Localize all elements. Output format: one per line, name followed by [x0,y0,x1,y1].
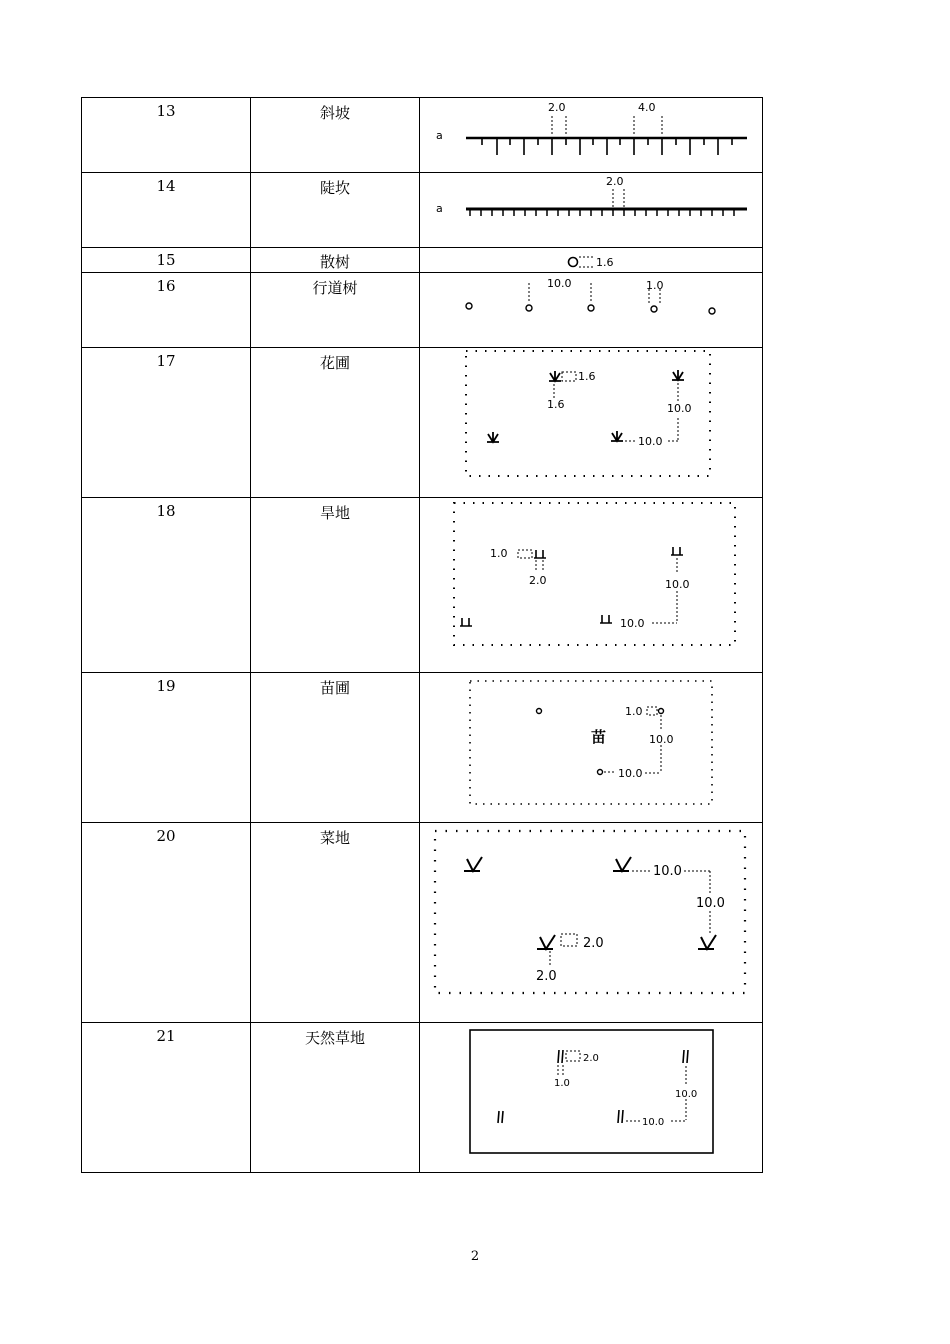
row-number: 20 [82,823,251,1023]
row-name: 陡坎 [251,173,420,248]
symbol-natural-grassland [420,1023,763,1173]
row-name: 菜地 [251,823,420,1023]
row-name: 斜坡 [251,98,420,173]
dimension-label: 10.0 [638,435,663,448]
row-number: 18 [82,498,251,673]
dimension-label: 2.0 [548,101,566,114]
dimension-label: 10.0 [665,578,690,591]
row-number: 13 [82,98,251,173]
symbol-flower-bed [420,348,763,498]
dimension-label: 10.0 [649,733,674,746]
row-name: 行道树 [251,273,420,348]
table-row [82,348,763,498]
table-row [82,498,763,673]
symbol-dry-land [420,498,763,673]
dimension-label: 10.0 [547,277,572,290]
dimension-label: 4.0 [638,101,656,114]
row-name: 旱地 [251,498,420,673]
dimension-label: 10.0 [642,1117,665,1128]
symbol-char: 苗 [591,728,607,746]
table-row [82,248,763,273]
row-number: 15 [82,248,251,273]
row-name: 苗圃 [251,673,420,823]
dimension-label: 10.0 [618,767,643,780]
dimension-label: 2.0 [536,969,557,984]
dimension-label: 10.0 [667,402,692,415]
table-row [82,273,763,348]
row-number: 21 [82,1023,251,1173]
symbol-steep-bank [420,173,763,248]
row-name: 花圃 [251,348,420,498]
dimension-label: 2.0 [606,175,624,188]
table-row [82,1023,763,1173]
table-row [82,98,763,173]
row-name: 散树 [251,248,420,273]
dimension-label: 2.0 [529,574,547,587]
symbol-label: a [436,202,443,215]
dimension-label: 1.6 [578,370,596,383]
row-number: 17 [82,348,251,498]
dimension-label: 10.0 [620,617,645,630]
dimension-label: 10.0 [675,1089,698,1100]
table-row [82,673,763,823]
table-row [82,173,763,248]
row-number: 14 [82,173,251,248]
table-row [82,823,763,1023]
symbol-avenue-trees [420,273,763,348]
dimension-label: 1.0 [625,705,643,718]
row-name: 天然草地 [251,1023,420,1173]
symbol-slope [420,98,763,173]
dimension-label: 1.0 [490,547,508,560]
dimension-label: 2.0 [583,936,604,951]
dimension-label: 10.0 [696,896,725,911]
dimension-label: 1.6 [547,398,565,411]
dimension-label: 10.0 [653,864,682,879]
row-number: 19 [82,673,251,823]
page-number: 2 [470,1249,480,1264]
symbol-label: a [436,129,443,142]
symbol-table [81,97,763,1173]
symbol-nursery [420,673,763,823]
dimension-label: 1.0 [554,1078,570,1089]
row-number: 16 [82,273,251,348]
symbol-vegetable-field [420,823,763,1023]
symbol-scattered-tree [420,248,763,273]
dimension-label: 2.0 [583,1053,599,1064]
dimension-label: 1.6 [596,256,614,269]
dimension-label: 1.0 [646,279,664,292]
